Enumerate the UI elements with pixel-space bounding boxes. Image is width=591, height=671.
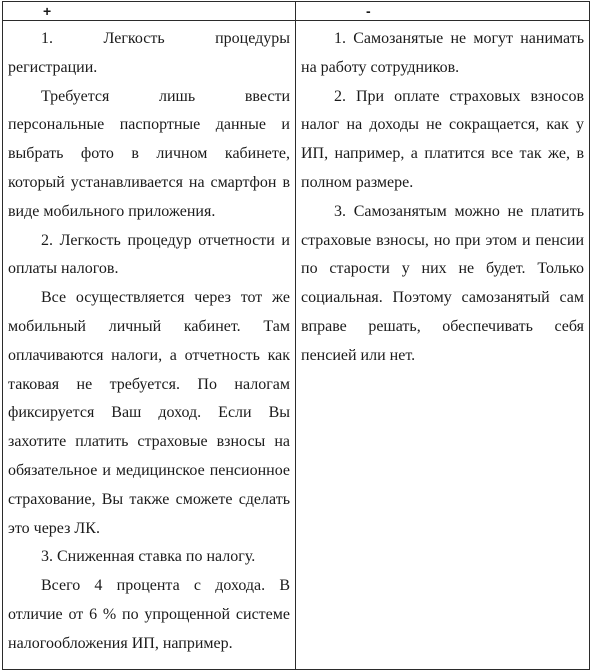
cons-cell [296,21,590,670]
cons-header-label: - [366,3,371,19]
table-body-row [3,21,590,670]
pros-paragraph: Всего 4 процента с дохода. В отличие от 6 % по упрощенной системе налогообложения ИП, например. [8,577,290,652]
pros-paragraph: Все осуществляется через тот же мобильный личный кабинет. Там оплачиваются налоги, а отчетность как таковая не требуется. По налогам фиксируется Ваш доход. Если Вы захотите платить страховые взносы на обязательное и медицинское пенсионное страхование, Вы также сможете сделать это через ЛК. [8,289,290,537]
pros-paragraph: 2. Легкость процедур отчетности и оплаты налогов. [8,231,290,278]
pros-paragraph: Требуется лишь ввести персональные паспортные данные и выбрать фото в личном кабинете, который устанавливается на смартфон в виде мобильного приложения. [8,87,290,220]
cons-header [296,2,590,21]
pros-header-label: + [43,3,52,19]
pros-paragraph: 3. Сниженная ставка по налогу. [41,548,256,566]
pros-cons-table [2,1,590,670]
table-header-row [3,2,590,21]
pros-header [3,2,296,21]
cons-paragraph: 1. Самозанятые не могут нанимать на работу сотрудников. [301,30,584,76]
pros-paragraph: 1. Легкость процедуры регистрации. [8,30,290,76]
pros-cell [3,21,296,670]
cons-paragraph: 3. Самозанятым можно не платить страховые взносы, но при этом и пенсии по старости у них не будет. Только социальная. Поэтому самозанятый сам вправе решать, обеспечивать себя пенсией или нет. [301,202,584,364]
cons-paragraph: 2. При оплате страховых взносов налог на доходы не сокращается, как у ИП, например, а платится все так же, в полном размере. [301,87,584,191]
